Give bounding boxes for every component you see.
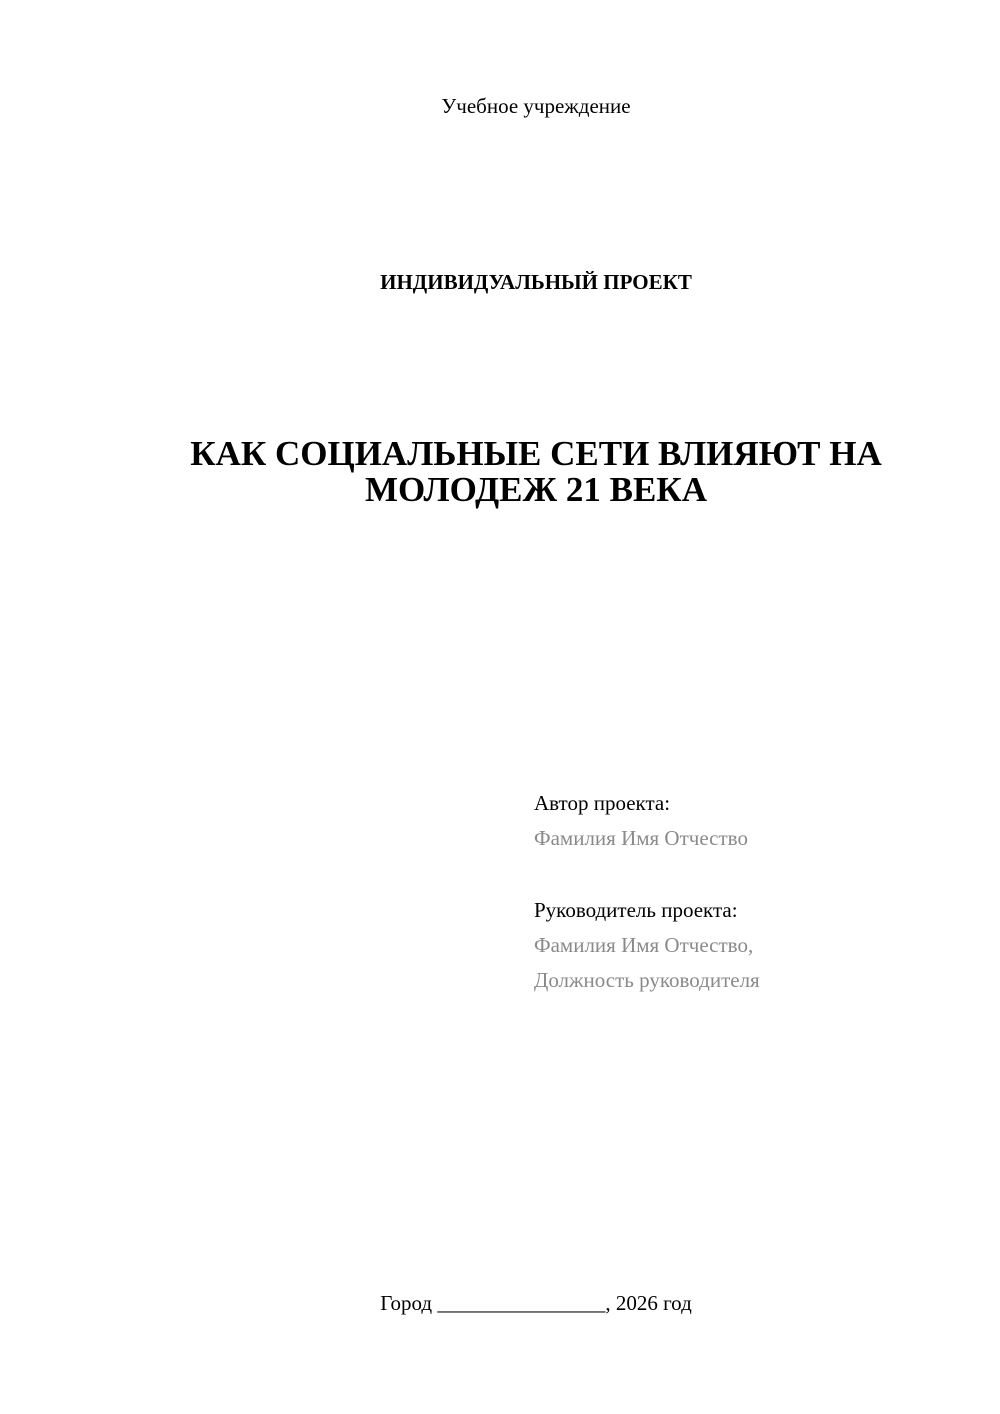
year-text: , 2026 год xyxy=(605,1291,692,1315)
author-label: Автор проекта: xyxy=(534,791,671,815)
project-title-line-1: КАК СОЦИАЛЬНЫЕ СЕТИ ВЛИЯЮТ НА xyxy=(190,434,882,473)
project-type-heading: ИНДИВИДУАЛЬНЫЙ ПРОЕКТ xyxy=(380,270,692,294)
supervisor-label: Руководитель проекта: xyxy=(534,898,738,922)
city-year-line xyxy=(0,1288,1000,1318)
supervisor-name-placeholder: Фамилия Имя Отчество, xyxy=(534,933,754,957)
supervisor-position-placeholder: Должность руководителя xyxy=(534,968,760,992)
author-name-placeholder: Фамилия Имя Отчество xyxy=(534,826,748,850)
city-label: Город xyxy=(380,1291,433,1315)
city-blank-line: ________________ xyxy=(437,1291,606,1315)
supervisor-block xyxy=(534,893,974,998)
institution-name: Учебное учреждение xyxy=(441,94,631,118)
project-title-line-2: МОЛОДЕЖ 21 ВЕКА xyxy=(365,470,707,509)
project-title xyxy=(100,436,972,508)
author-block xyxy=(534,786,974,856)
